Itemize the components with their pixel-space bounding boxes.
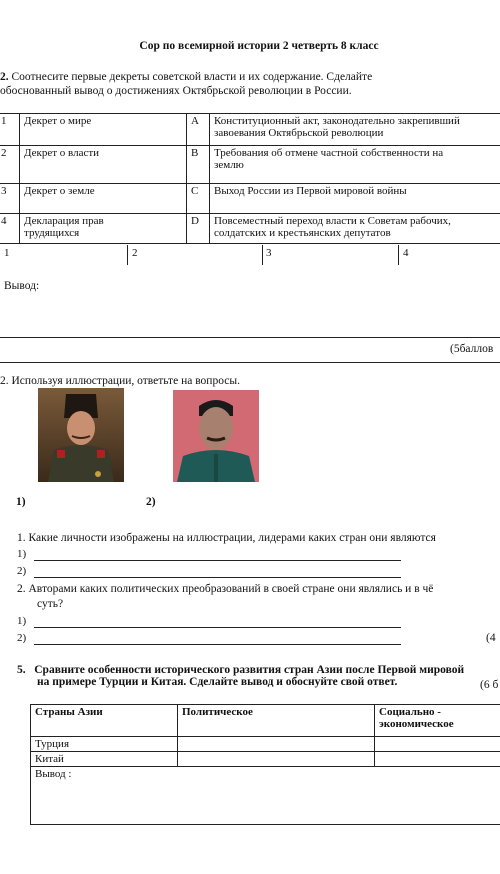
- answer-divider: [398, 245, 399, 265]
- comparison-table: [30, 704, 500, 825]
- content-letter: A: [187, 114, 210, 146]
- answer-line: [0, 337, 500, 338]
- answer-1-label: 1): [17, 548, 27, 560]
- decree-name: Декрет о земле: [20, 184, 187, 214]
- answer-cell[interactable]: [178, 752, 375, 767]
- score-label: (6 б: [480, 679, 499, 691]
- question-2-line2: обоснованный вывод о достижениях Октябрьской революции в России.: [0, 85, 352, 97]
- score-label: (5баллов: [450, 343, 494, 355]
- table-row: [31, 767, 500, 825]
- table-row: [0, 214, 500, 244]
- table-row: [0, 114, 500, 146]
- row-number: 3: [0, 184, 20, 214]
- answer-num-3: 3: [266, 247, 272, 259]
- country-cell: Китай: [31, 752, 178, 767]
- column-header: Страны Азии: [31, 705, 178, 737]
- conclusion-label: Вывод:: [4, 280, 40, 292]
- decree-content: Требования об отмене частной собственности на землю: [210, 146, 500, 184]
- photo-1-label: 1): [16, 496, 26, 508]
- portrait-photo-2: [173, 390, 259, 482]
- answer-line: [34, 560, 401, 561]
- answer-num-4: 4: [403, 247, 409, 259]
- page-title: Сор по всемирной истории 2 четверть 8 класс: [139, 40, 379, 52]
- question-5: [17, 664, 464, 688]
- illustration-question-1: 1. Какие личности изображены на иллюстрации, лидерами каких стран они являются: [17, 532, 436, 544]
- answer-line: [34, 627, 401, 628]
- decree-content: Выход России из Первой мировой войны: [210, 184, 500, 214]
- table-row: [0, 146, 500, 184]
- content-letter: B: [187, 146, 210, 184]
- answer-line: [34, 577, 401, 578]
- answer-divider: [262, 245, 263, 265]
- question-2-line1: Соотнесите первые декреты советской власти и их содержание. Сделайте: [11, 71, 373, 83]
- decree-name: Декрет о мире: [20, 114, 187, 146]
- illustration-question-title: 2. Используя иллюстрации, ответьте на вопросы.: [0, 375, 240, 387]
- table-header-row: [31, 705, 500, 737]
- answer-num-2: 2: [132, 247, 138, 259]
- score-label: (4: [486, 632, 496, 644]
- answer-cell[interactable]: [178, 737, 375, 752]
- question-2-number: 2.: [0, 71, 9, 83]
- content-letter: C: [187, 184, 210, 214]
- question-5-number: 5.: [17, 664, 26, 676]
- answer-line: [34, 644, 401, 645]
- question-5-line1: Сравните особенности исторического развития стран Азии после Первой мировой: [34, 664, 465, 676]
- answer-cell[interactable]: [375, 752, 500, 767]
- question-5-line2: на примере Турции и Китая. Сделайте вывод и обоснуйте свой ответ.: [37, 676, 398, 688]
- decree-name: Декларация прав трудящихся: [20, 214, 187, 244]
- column-header: Политическое: [178, 705, 375, 737]
- decree-match-table: [0, 113, 500, 244]
- country-cell: Турция: [31, 737, 178, 752]
- table-row: [31, 752, 500, 767]
- answer-divider: [127, 245, 128, 265]
- answer-1-label: 1): [17, 615, 27, 627]
- answer-2-label: 2): [17, 565, 27, 577]
- illustration-question-2-line2: суть?: [37, 598, 64, 610]
- portrait-photo-1: [38, 388, 124, 482]
- row-number: 2: [0, 146, 20, 184]
- decree-content: Повсеместный переход власти к Советам рабочих, солдатских и крестьянских депутатов: [210, 214, 500, 244]
- photo-2-label: 2): [146, 496, 156, 508]
- row-number: 4: [0, 214, 20, 244]
- column-header: Социально - экономическое: [375, 705, 500, 737]
- divider: [0, 362, 500, 363]
- content-letter: D: [187, 214, 210, 244]
- decree-content: Конституционный акт, законодательно закрепивший завоевания Октябрьской революции: [210, 114, 500, 146]
- answer-num-1: 1: [4, 247, 10, 259]
- conclusion-cell[interactable]: Вывод :: [31, 767, 500, 825]
- table-row: [31, 737, 500, 752]
- illustration-question-2-line1: 2. Авторами каких политических преобразований в своей стране они являлись и в чё: [17, 583, 434, 595]
- answer-2-label: 2): [17, 632, 27, 644]
- decree-name: Декрет о власти: [20, 146, 187, 184]
- row-number: 1: [0, 114, 20, 146]
- question-2-text: [0, 70, 372, 98]
- table-row: [0, 184, 500, 214]
- answer-cell[interactable]: [375, 737, 500, 752]
